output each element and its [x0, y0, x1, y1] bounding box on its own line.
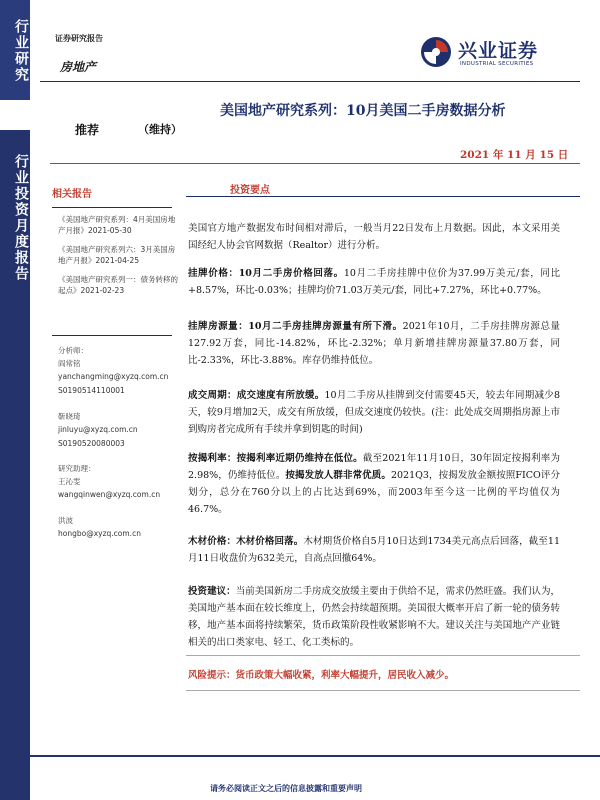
header-label: 证券研究报告: [55, 34, 103, 43]
rating: 推荐: [75, 123, 100, 137]
paragraph-lead: 挂牌价格：10月二手房价格回落。: [188, 268, 344, 279]
investment-advice-paragraph: [188, 583, 560, 651]
analyst-list: [58, 345, 183, 553]
analyst-name: 王沁雯: [58, 477, 81, 486]
sidebar-divider: [0, 100, 30, 130]
sidebar: [0, 0, 30, 800]
section-rule: [186, 196, 580, 197]
analyst-card: [58, 345, 183, 398]
paragraph-body-2: 2021Q3，按揭发放金额按照FICO评分划分，总分在760分以上的占比达到69%，而2003年至今这一比例的平均值仅为46.7%。: [188, 470, 560, 515]
analyst-name: 靳晓琦: [58, 412, 81, 421]
risk-top-rule: [186, 655, 580, 656]
analyst-card: [58, 514, 183, 541]
paragraph-body: 木材期货价格自5月10日达到1734美元高点后回落，截至11月11日收盘价为632美元，自高点回撤64%。: [188, 536, 560, 564]
sidebar-report-type: 行业投资月度报告: [13, 154, 29, 282]
date-rule: [50, 163, 580, 164]
analyst-card: [58, 410, 183, 451]
lumber-price-paragraph: [188, 533, 560, 567]
related-report-link[interactable]: 《美国地产研究系列：4月美国房地产月报》2021-05-30: [58, 215, 176, 235]
analyst-role: 研究助理：: [58, 464, 96, 473]
inventory-paragraph: [188, 318, 560, 369]
paragraph-lead: 木材价格：木材价格回落。: [188, 536, 304, 547]
company-logo: [420, 34, 585, 74]
logo-mark-icon: [420, 36, 452, 68]
mortgage-rate-paragraph: [188, 450, 560, 518]
report-date: 2021 年 11 月 15 日: [460, 149, 569, 161]
paragraph-lead-2: 按揭发放人群非常优质。: [285, 470, 391, 481]
related-report-link[interactable]: 《美国地产研究系列六：3月美国房地产月报》2021-04-25: [58, 245, 176, 265]
paragraph-body: 2021年10月，二手房挂牌房源总量127.92万套，同比-14.82%，环比-2.32%；单月新增挂牌房源量37.80万套，同比-2.33%，环比-3.88%。库存仍维持低位。: [188, 321, 560, 366]
analyst-cert: S0190514110001: [58, 386, 125, 395]
analyst-name: 洪波: [58, 516, 73, 525]
related-report-link[interactable]: 《美国地产研究系列一：债务转移的起点》2021-02-23: [58, 275, 178, 295]
related-rule-bottom: [52, 335, 172, 336]
paragraph-lead: 挂牌房源量：10月二手房挂牌房源量有所下滑。: [188, 321, 403, 332]
related-rule: [52, 207, 172, 208]
related-title: 相关报告: [52, 189, 92, 200]
paragraph-lead: 投资建议：: [188, 586, 236, 597]
footer-rule: [30, 755, 600, 757]
analyst-name: 阎常铭: [58, 359, 81, 368]
paragraph-body: 10月二手房挂牌中位价为37.99万美元/套，同比+8.57%，环比-0.03%；挂牌均价71.03万美元/套，同比+7.27%，环比+0.77%。: [188, 268, 560, 296]
analyst-cert: S0190520080003: [58, 439, 125, 448]
logo-text-cn: 兴业证券: [458, 40, 539, 62]
risk-warning: 风险提示：货币政策大幅收紧，利率大幅提升，居民收入减少。: [188, 670, 455, 681]
section-heading: 投资要点: [230, 185, 270, 196]
sidebar-category-label: 行业研究: [13, 19, 29, 83]
logo-text-en: INDUSTRIAL SECURITIES: [460, 61, 534, 67]
paragraph-body: 当前美国新房二手房成交放缓主要由于供给不足，需求仍然旺盛。我们认为，美国地产基本面在较长维度上，仍然会持续超预期。美国很大概率开启了新一轮的债务转移，地产基本面将持续繁荣，货币政策阶段性收紧影响不大。建议关注与美国地产产业链相关的出口类家电、轻工、化工类标的。: [188, 586, 560, 648]
sector-label: 房地产: [60, 60, 97, 74]
analyst-email[interactable]: yanchangming@xyzq.com.cn: [58, 372, 169, 381]
related-section: [52, 185, 177, 208]
footer-disclaimer[interactable]: 请务必阅读正文之后的信息披露和重要声明: [210, 784, 362, 793]
related-list: [52, 214, 182, 304]
header-rule: [40, 81, 580, 82]
paragraph-lead: 按揭利率：按揭利率近期仍维持在低位。: [188, 453, 363, 464]
analyst-email[interactable]: hongbo@xyzq.com.cn: [58, 529, 141, 538]
risk-bottom-rule: [186, 690, 580, 691]
analyst-role: 分析师：: [58, 346, 88, 355]
analyst-card: [58, 463, 183, 502]
report-title: 美国地产研究系列：10月美国二手房数据分析: [220, 103, 506, 119]
analyst-email[interactable]: wangqinwen@xyzq.com.cn: [58, 490, 161, 499]
paragraph-lead: 成交周期：成交速度有所放缓。: [188, 390, 325, 401]
intro-paragraph: 美国官方地产数据发布时间相对滞后，一般当月22日发布上月数据。因此，本文采用美国经纪人协会官网数据（Realtor）进行分析。: [188, 223, 560, 251]
transaction-cycle-paragraph: [188, 387, 560, 438]
paragraph-body: 10月二手房从挂牌到交付需要45天，较去年同期减少8天，较9月增加2天，成交有所放缓，但成交速度仍较快。(注：此处成交周期指房源上市到购房者完成所有手续并拿到钥匙的时间): [188, 390, 560, 435]
listing-price-paragraph: [188, 265, 560, 299]
analyst-email[interactable]: jinluyu@xyzq.com.cn: [58, 425, 138, 434]
paragraph-body: 截至2021年11月10日，30年固定按揭利率为2.98%，仍维持低位。: [188, 453, 560, 481]
rating-status: （维持）: [138, 123, 182, 136]
sidebar-top-block: [0, 0, 30, 100]
